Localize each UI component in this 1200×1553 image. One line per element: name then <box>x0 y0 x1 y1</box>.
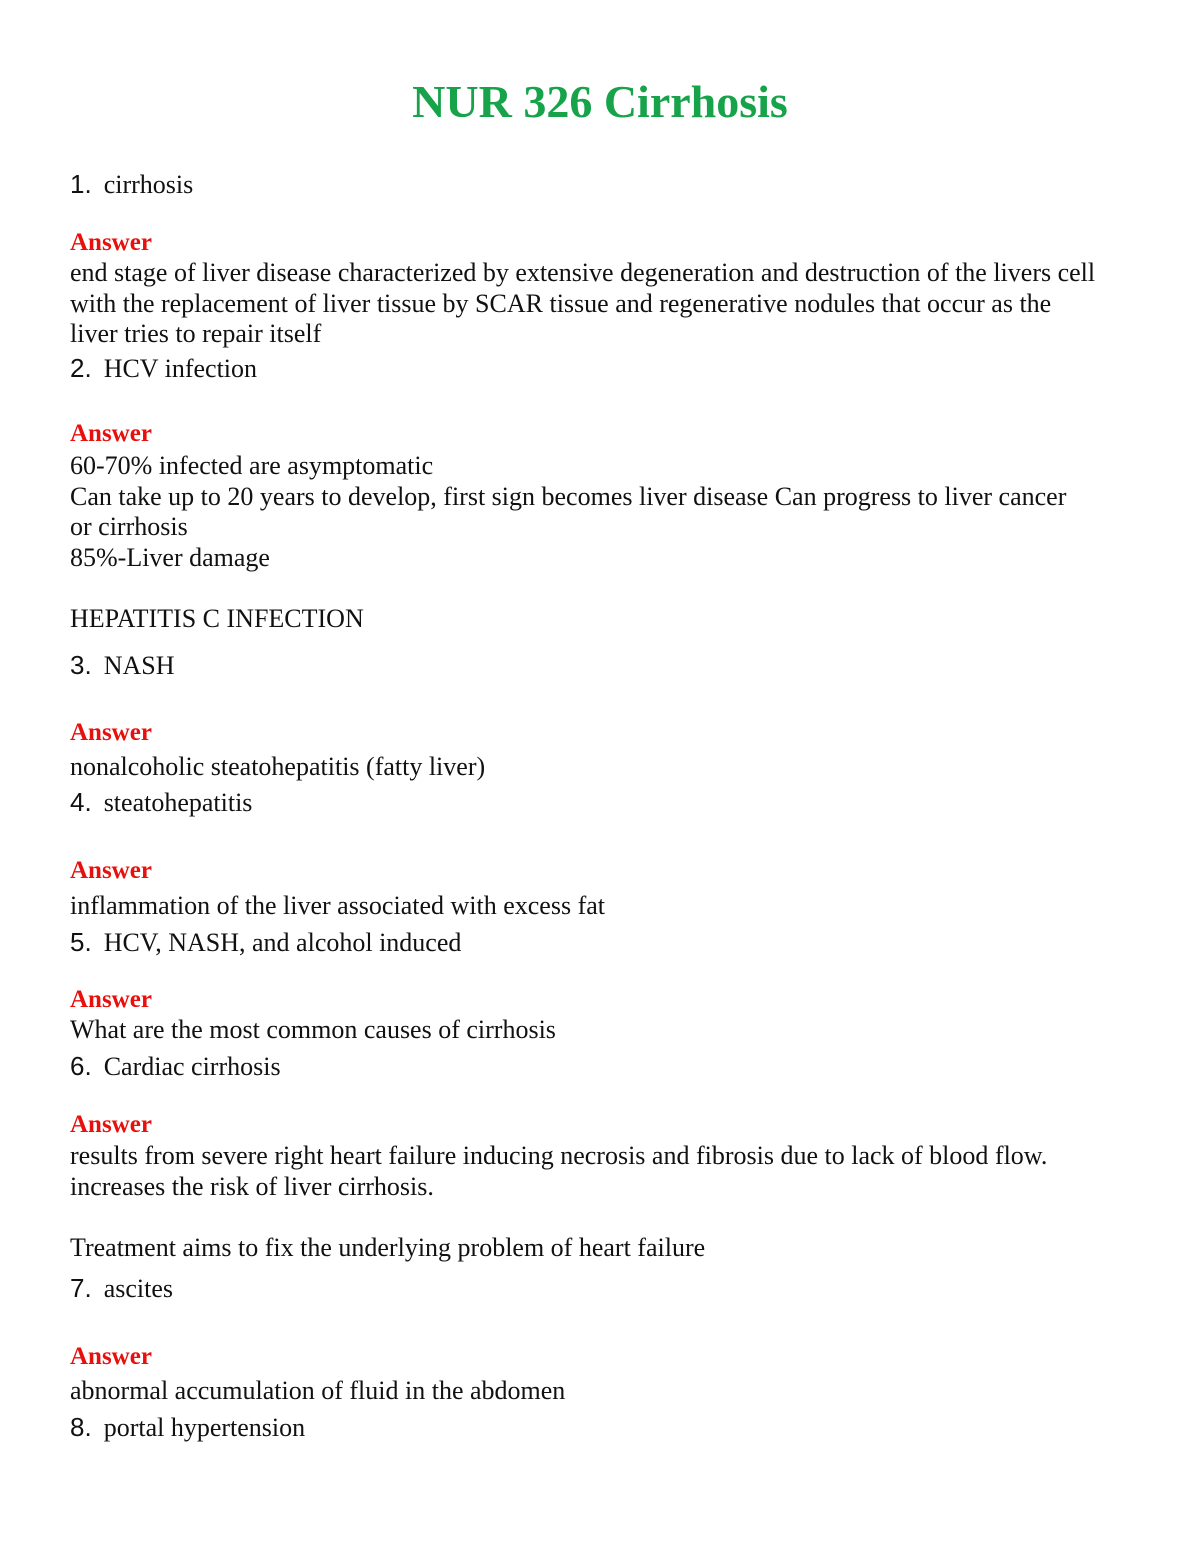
answer-label: Answer <box>70 719 152 746</box>
answer-text-7: abnormal accumulation of fluid in the abdomen <box>70 1376 566 1405</box>
question-term: ascites <box>103 1274 173 1303</box>
question-term: HCV infection <box>103 354 258 383</box>
question-number: 5. <box>70 927 92 957</box>
question-number: 4. <box>70 787 92 817</box>
answer-text-6: results from severe right heart failure inducing necrosis and fibrosis due to lack of blood flow. increases the risk of liver cirrhosis. Treatment aims to fix the underlying problem of heart failure <box>70 1141 1048 1262</box>
answer-label: Answer <box>70 229 152 256</box>
answer-text-5: What are the most common causes of cirrhosis <box>70 1015 556 1044</box>
question-number: 8. <box>70 1412 92 1442</box>
question-number: 2. <box>70 353 92 383</box>
question-3 <box>70 649 174 682</box>
question-term: steatohepatitis <box>103 788 253 817</box>
question-5 <box>70 926 461 959</box>
question-term: portal hypertension <box>103 1413 306 1442</box>
question-term: HCV, NASH, and alcohol induced <box>103 928 462 957</box>
question-7 <box>70 1272 173 1305</box>
question-8 <box>70 1411 305 1444</box>
answer-text-2: 60-70% infected are asymptomatic Can take up to 20 years to develop, first sign becomes liver disease Can progress to liver cancer or cirrhosis 85%-Liver damage HEPATITIS C INFECTION <box>70 451 1067 633</box>
question-6 <box>70 1050 281 1083</box>
answer-label: Answer <box>70 857 152 884</box>
question-4 <box>70 786 252 819</box>
question-number: 6. <box>70 1051 92 1081</box>
question-2 <box>70 352 257 385</box>
answer-label: Answer <box>70 1111 152 1138</box>
question-term: Cardiac cirrhosis <box>103 1052 281 1081</box>
question-term: NASH <box>103 651 175 680</box>
answer-text-3: nonalcoholic steatohepatitis (fatty liver) <box>70 752 486 781</box>
question-number: 7. <box>70 1273 92 1303</box>
page-title: NUR 326 Cirrhosis <box>412 76 788 127</box>
answer-text-4: inflammation of the liver associated with excess fat <box>70 891 605 920</box>
answer-text-1: end stage of liver disease characterized by extensive degeneration and destruction of the livers cell with the replacement of liver tissue by SCAR tissue and regenerative nodules that occur as the liver tries to repair itself <box>70 258 1096 348</box>
question-term: cirrhosis <box>103 170 194 199</box>
answer-label: Answer <box>70 1343 152 1370</box>
question-number: 3. <box>70 650 92 680</box>
answer-label: Answer <box>70 420 152 447</box>
question-1 <box>70 168 193 201</box>
question-number: 1. <box>70 169 92 199</box>
answer-label: Answer <box>70 986 152 1013</box>
